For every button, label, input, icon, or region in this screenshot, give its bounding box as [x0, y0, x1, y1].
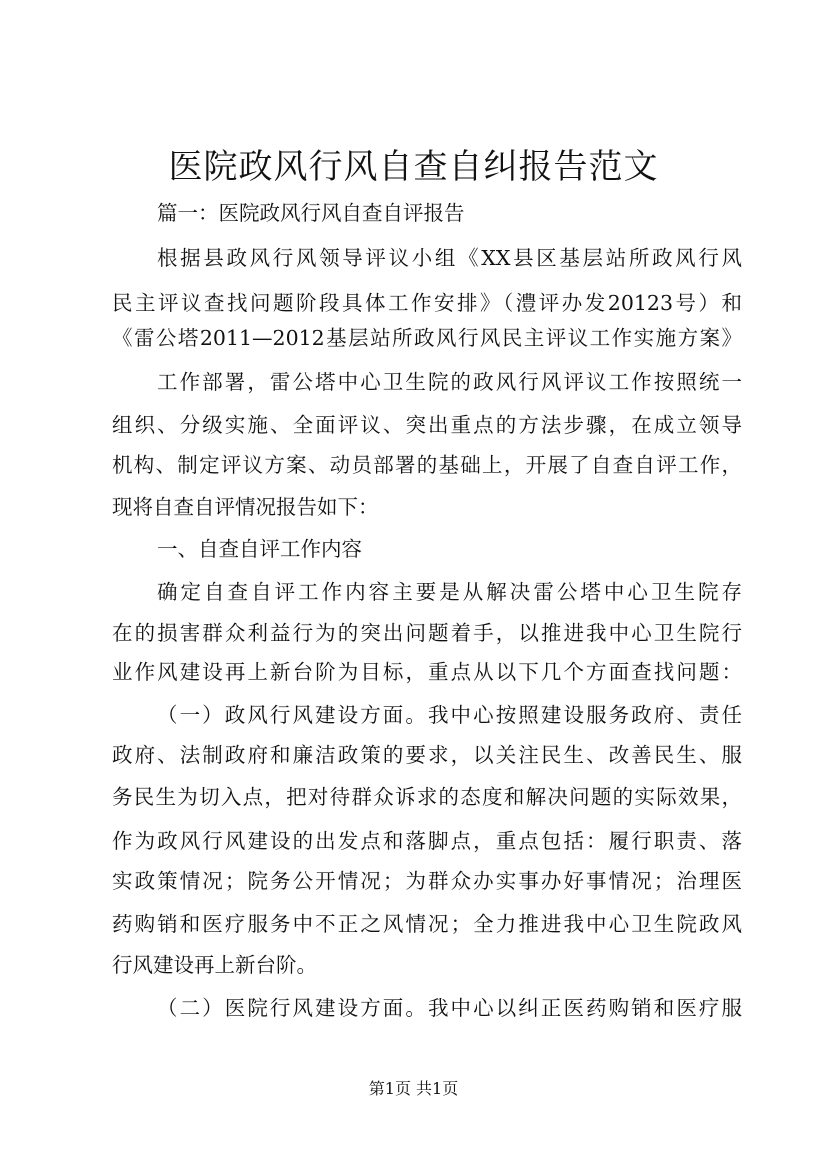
paragraph-line: 篇一：医院政风行风自查自评报告: [157, 201, 465, 225]
paragraph-line: 政府、法制政府和廉洁政策的要求，以关注民生、改善民生、服: [112, 743, 742, 767]
paragraph-line: 在的损害群众利益行为的突出问题着手，以推进我中心卫生院行: [112, 621, 742, 645]
paragraph-line: 业作风建设再上新台阶为目标，重点从以下几个方面查找问题：: [112, 660, 742, 684]
paragraph-line: （二）医院行风建设方面。我中心以纠正医药购销和医疗服: [157, 996, 742, 1020]
paragraph-line: 民主评议查找问题阶段具体工作安排》（澧评办发20123号）和: [112, 291, 742, 315]
paragraph-line: 作为政风行风建设的出发点和落脚点，重点包括：履行职责、落: [112, 829, 742, 853]
paragraph-line: 行风建设再上新台阶。: [112, 953, 317, 977]
paragraph-line: （一）政风行风建设方面。我中心按照建设服务政府、责任: [157, 703, 742, 727]
paragraph-line: 根据县政风行风领导评议小组《XX县区基层站所政风行风: [157, 246, 742, 270]
page-footer: 第1页 共1页: [368, 1079, 459, 1098]
paragraph-line: 药购销和医疗服务中不正之风情况；全力推进我中心卫生院政风: [112, 912, 742, 936]
paragraph-line: 实政策情况；院务公开情况；为群众办实事办好事情况；治理医: [112, 869, 742, 893]
paragraph-line: 机构、制定评议方案、动员部署的基础上，开展了自查自评工作，: [112, 453, 742, 477]
section-heading: 一、自查自评工作内容: [157, 537, 362, 561]
paragraph-line: 《雷公塔2011—2012基层站所政风行风民主评议工作实施方案》: [112, 326, 742, 350]
paragraph-line: 组织、分级实施、全面评议、突出重点的方法步骤，在成立领导: [112, 413, 742, 437]
paragraph-line: 工作部署，雷公塔中心卫生院的政风行风评议工作按照统一: [157, 370, 742, 394]
paragraph-line: 现将自查自评情况报告如下：: [112, 495, 379, 519]
paragraph-line: 确定自查自评工作内容主要是从解决雷公塔中心卫生院存: [157, 580, 742, 604]
paragraph-line: 务民生为切入点，把对待群众诉求的态度和解决问题的实际效果，: [112, 785, 742, 809]
document-title: 医院政风行风自查自纠报告范文: [168, 147, 659, 187]
